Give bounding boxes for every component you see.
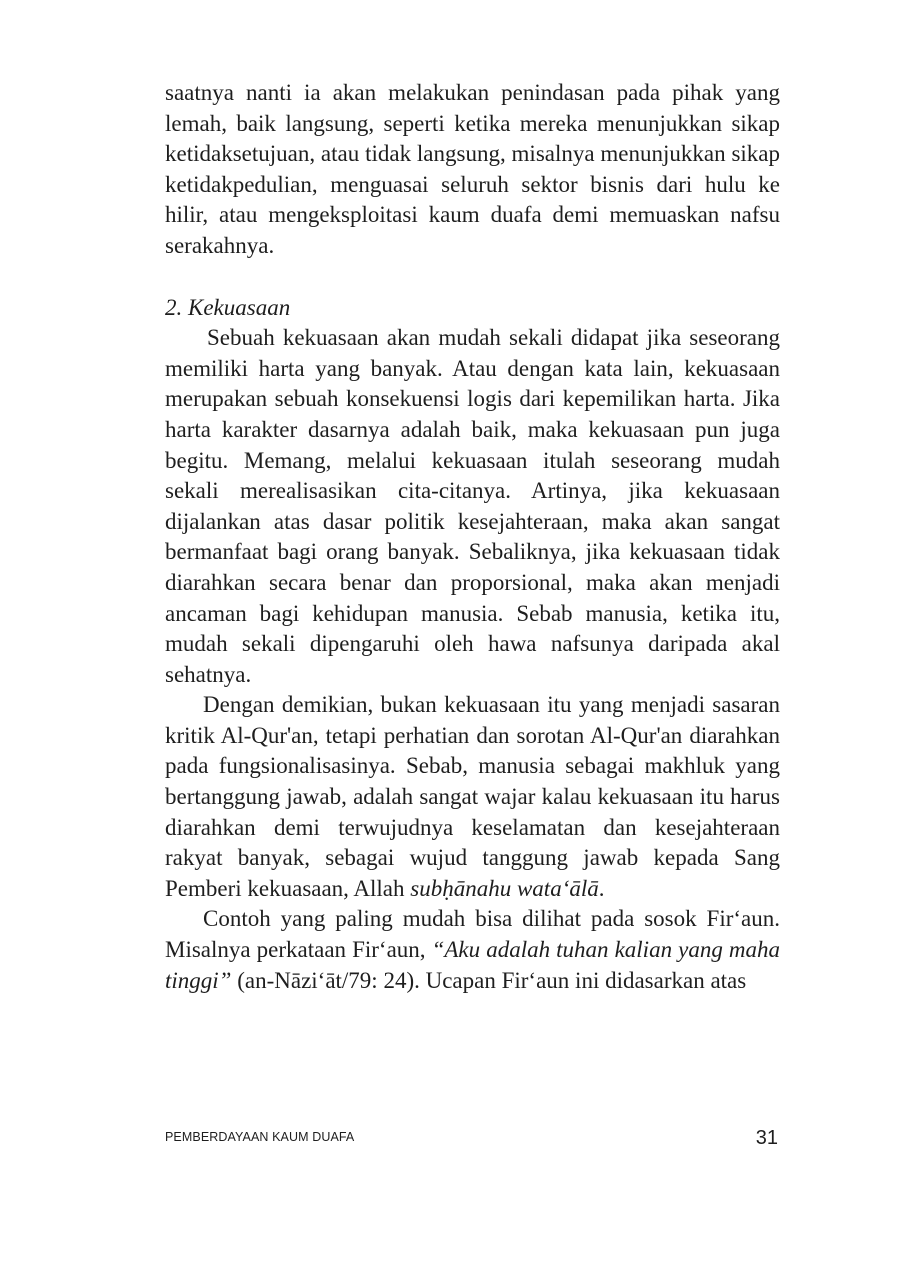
paragraph-firaun bbox=[165, 904, 780, 996]
page-body bbox=[165, 78, 780, 996]
page-footer bbox=[165, 1127, 780, 1157]
paragraph-2-italic-term: subḥānahu wata‘ālā bbox=[410, 875, 599, 901]
paragraph-2-end: . bbox=[598, 875, 605, 901]
page-number: 31 bbox=[755, 1127, 778, 1149]
section-heading: 2. Kekuasaan bbox=[165, 294, 291, 320]
running-footer-title: PEMBERDAYAAN KAUM DUAFA bbox=[165, 1130, 355, 1144]
paragraph-kekuasaan-2 bbox=[165, 690, 780, 904]
paragraph-3-text: Contoh yang paling mudah bisa dilihat pada sosok Fir‘aun. Misalnya perkataan Fir‘aun, bbox=[165, 906, 780, 963]
paragraph-2-text: Dengan demikian, bukan kekuasaan itu yang menjadi sasaran kritik Al-Qur'an, tetapi perhatian dan sorotan Al-Qur'an diarahkan pada fungsionalisasinya. Sebab, manusia sebagai makhluk yang bertanggung jawab, adalah sangat wajar kalau kekuasaan itu harus diarahkan demi terwujudnya keselamatan dan kesejahteraan rakyat banyak, sebagai wujud tanggung jawab kepada Sang Pemberi kekuasaan, Allah bbox=[165, 692, 780, 901]
paragraph-continued: saatnya nanti ia akan melakukan penindasan pada pihak yang lemah, baik langsung, seperti ketika mereka menunjukkan sikap ketidaksetujuan, atau tidak langsung, misalnya menunjukkan sikap ketidakpedulian, menguasai seluruh sektor bisnis dari hulu ke hilir, atau mengeksploitasi kaum duafa demi memuaskan nafsu serakahnya. bbox=[165, 80, 780, 258]
paragraph-3-quote: “Aku adalah tuhan kalian yang maha tinggi” bbox=[165, 937, 780, 993]
paragraph-kekuasaan-1: Sebuah kekuasaan akan mudah sekali didapat jika seseorang memiliki harta yang banyak. Atau dengan kata lain, kekuasaan merupakan sebuah konsekuensi logis dari kepemilikan harta. Jika harta karakter dasarnya adalah baik, maka kekuasaan pun juga begitu. Memang, melalui kekuasaan itulah seseorang mudah sekali merealisasikan cita-citanya. Artinya, jika kekuasaan dijalankan atas dasar politik kesejahteraan, maka akan sangat bermanfaat bagi orang banyak. Sebaliknya, jika kekuasaan tidak diarahkan secara benar dan proporsional, maka akan menjadi ancaman bagi kehidupan manusia. Sebab manusia, ketika itu, mudah sekali dipengaruhi oleh hawa nafsunya daripada akal sehatnya. bbox=[165, 325, 780, 687]
paragraph-3-end: (an-Nāzi‘āt/79: 24). Ucapan Fir‘aun ini didasarkan atas bbox=[231, 967, 747, 993]
